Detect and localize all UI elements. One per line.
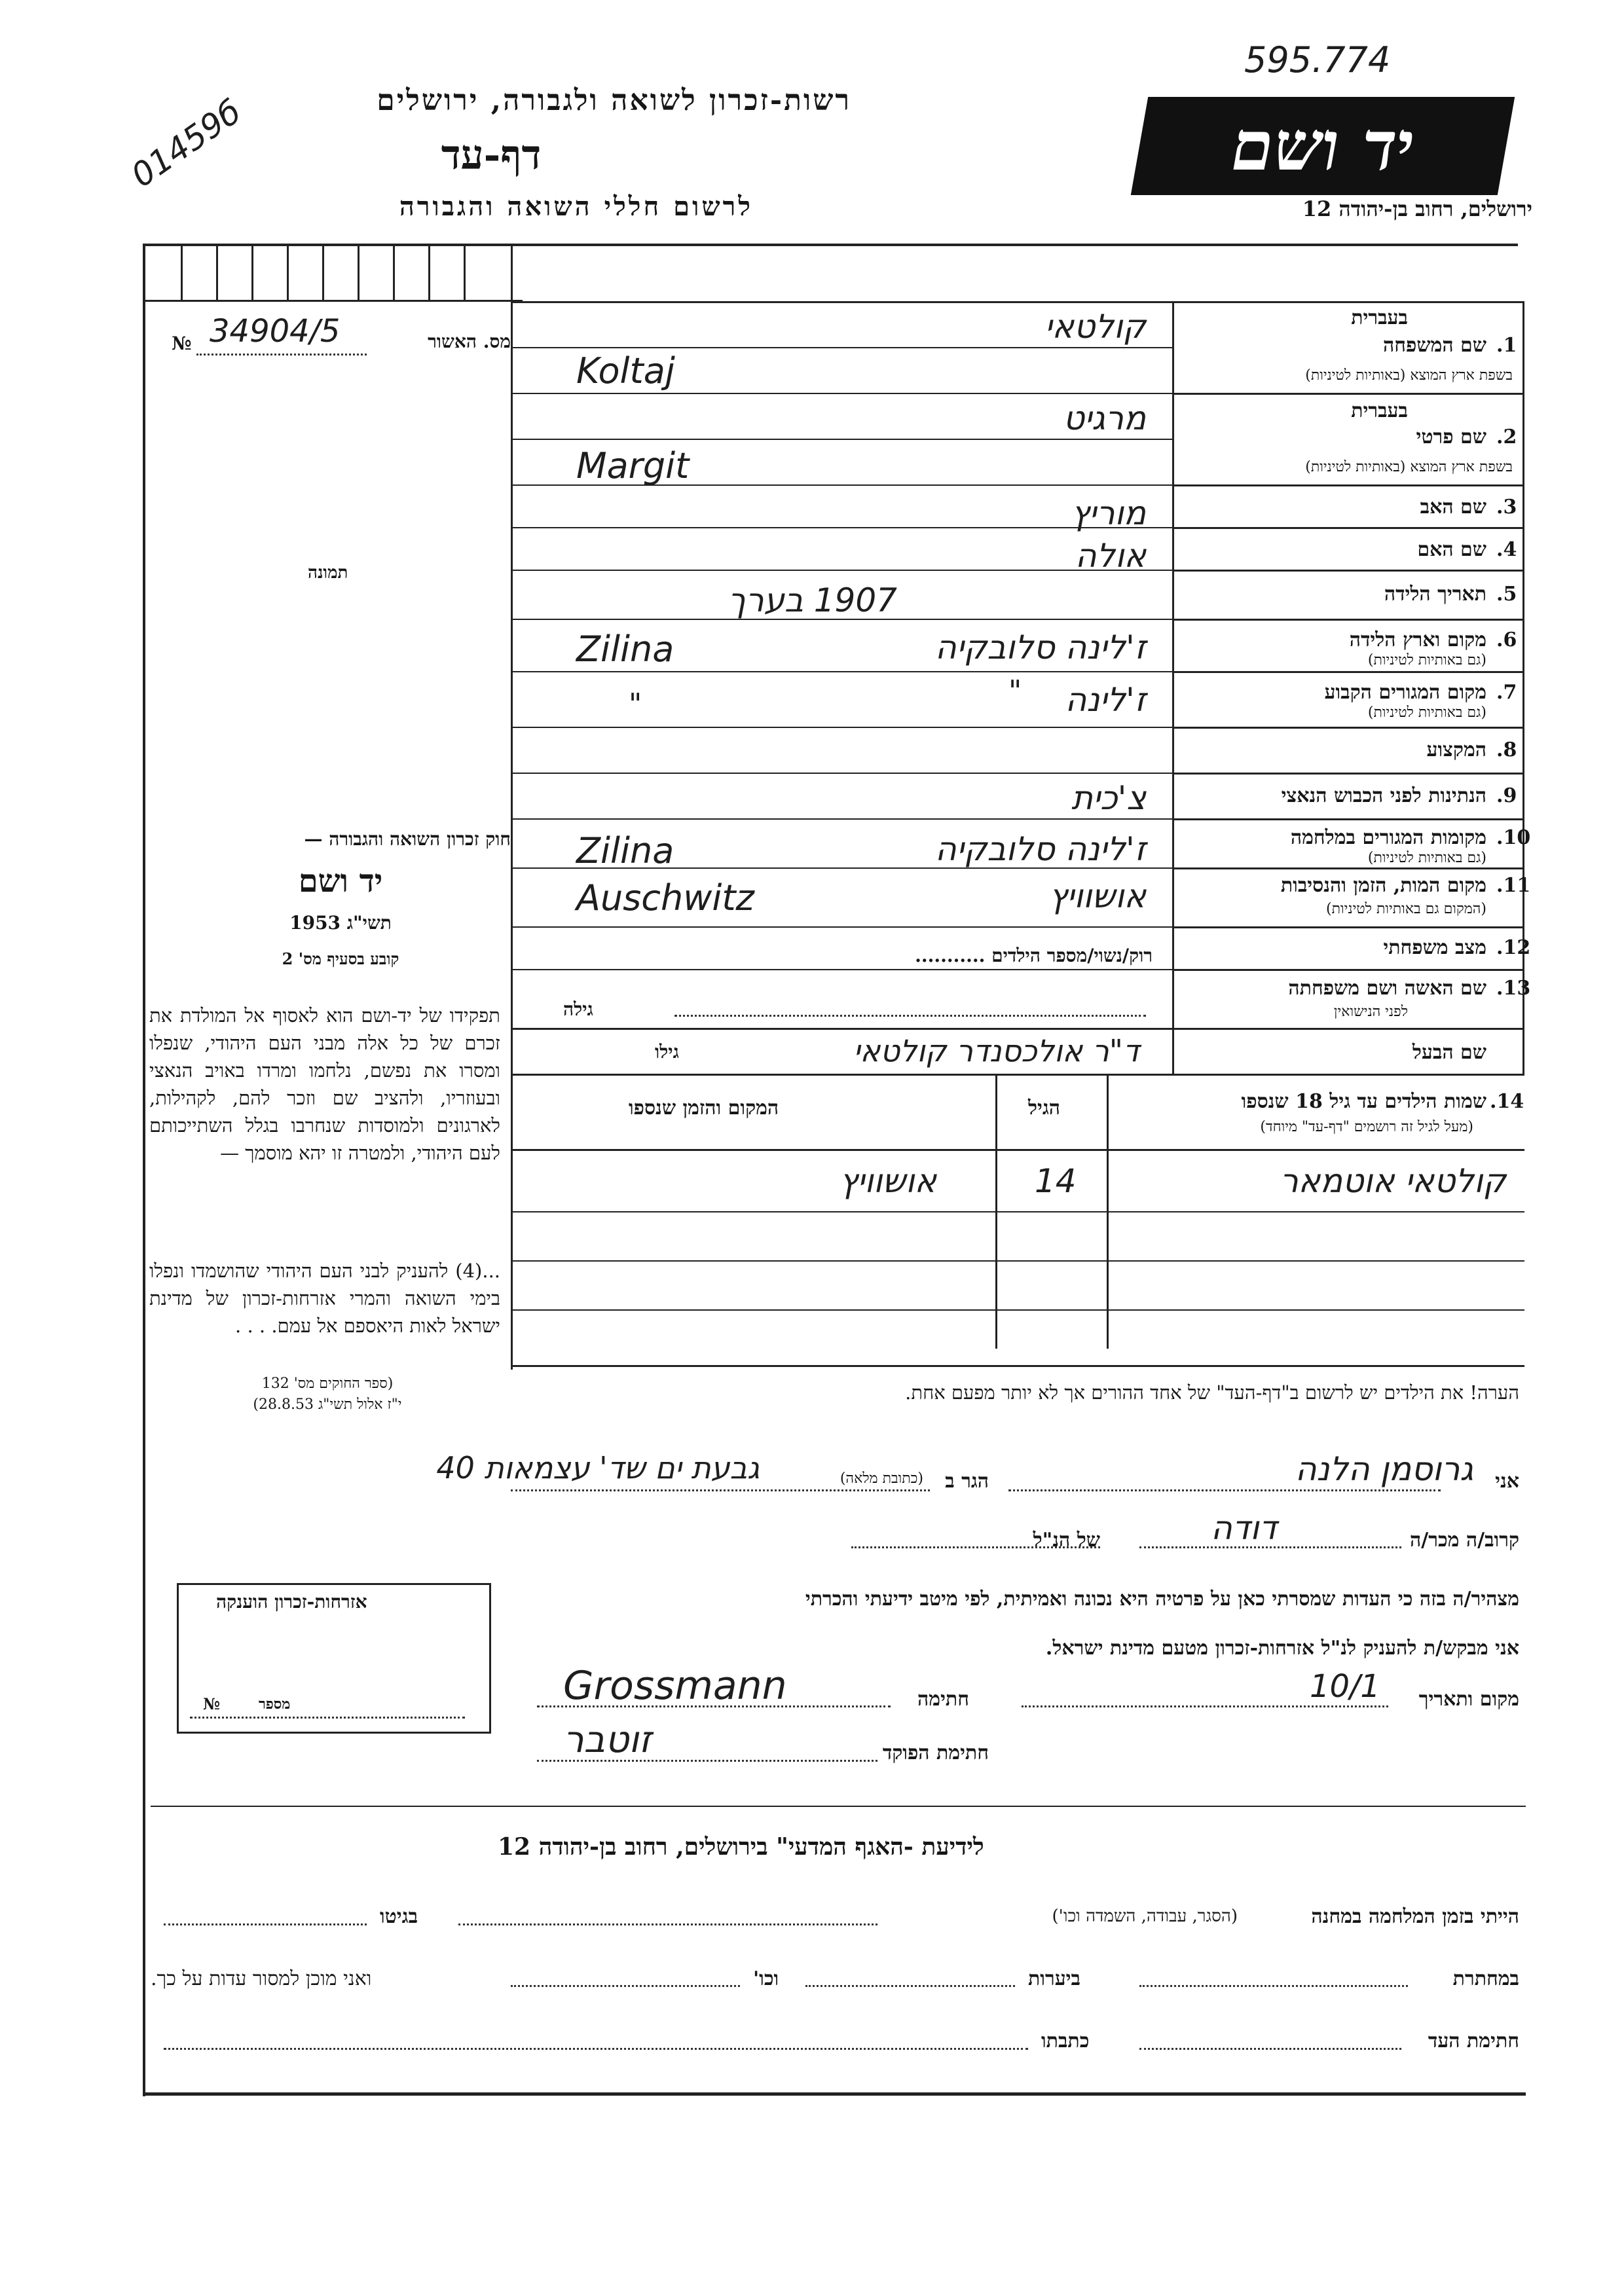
father-name[interactable]: מוריץ (1071, 494, 1146, 532)
field-1-label: שם המשפחה (1382, 334, 1486, 357)
stamp-number: 595.774 (1244, 39, 1391, 81)
field-10-number: 10. (1496, 826, 1531, 849)
wartime-residence[interactable]: ז'לינה סלובקיה (935, 830, 1146, 868)
signature[interactable]: Grossmann (563, 1663, 787, 1709)
signature-label: חתימה (917, 1688, 969, 1711)
law-name: יד ושם (298, 863, 383, 900)
law-source-date: י"ז אלול תשי"ג 28.8.53) (253, 1396, 402, 1413)
husband-label: שם הבעל (1412, 1041, 1486, 1064)
law-text: תפקידו של יד-ושם הוא לאסוף אל המולדת את זכרם של כל אלה מבני העם היהודי, שנפלו ומסרו את נפשם, נלחמו ומרדו באויב הנאצי ובעוזריו, ולהציב שם וזכר להם, לקהילות, לארגונים ולמוסדות שנחרבו בגלל השתייכותם לעם היהודי, ולמטרה זו יהא מוסמך — (149, 1004, 500, 1164)
field-9-number: 9. (1496, 784, 1517, 807)
field-2-number: 2. (1496, 426, 1517, 448)
field-2-sub: בשפת ארץ המוצא (באותיות לטיניות) (1305, 459, 1513, 475)
law-year-heb: תשי"ג (346, 912, 392, 934)
field-14-number: 14. (1490, 1090, 1524, 1113)
photo-label: תמונה (308, 563, 348, 583)
place-date[interactable]: 10/1 (1310, 1668, 1380, 1705)
field-12-label: מצב משפחתי (1383, 936, 1486, 959)
place-of-death[interactable]: אושוויץ (1049, 877, 1146, 915)
resides-label: הגר ב (945, 1470, 989, 1493)
footer-line2-d: ואני מוכן למסור עדות על כך. (151, 1967, 372, 1990)
field-3-number: 3. (1496, 496, 1517, 519)
child-name[interactable]: קולטאי אוטמאר (1280, 1162, 1506, 1200)
field-9-label: הנתינות לפני הכבוש הנאצי (1281, 784, 1486, 807)
request: אני מבקש/ת להעניק לנ"ל אזרחות-זכרון מטעם מדינת ישראל. (1045, 1637, 1519, 1660)
field-7-label: מקום המגורים הקבוע (1324, 681, 1486, 704)
children-label: שמות הילדים עד גיל 18 שנספו (1241, 1090, 1486, 1113)
approval-value[interactable]: 34904/5 (210, 313, 341, 350)
law-title: חוק זכרון השואה והגבורה — (304, 828, 511, 850)
wartime-residence-latin[interactable]: Zilina (576, 830, 674, 871)
field-2-label: שם פרטי (1416, 426, 1486, 448)
law-year-number: 1953 (289, 912, 341, 934)
footer-line1-b: בגיטו (380, 1905, 418, 1928)
label-column-divider (1172, 301, 1174, 1074)
field-7-number: 7. (1496, 681, 1517, 704)
certificate-title: אזרחות-זכרון הוענקה (216, 1591, 367, 1613)
field-6-number: 6. (1496, 629, 1517, 651)
family-name-latin[interactable]: Koltaj (576, 350, 675, 392)
declarant-address[interactable]: גבעת ים שד' עצמאות 40 (436, 1450, 760, 1485)
approval-symbol: № (172, 333, 192, 354)
field-5-number: 5. (1496, 583, 1517, 606)
field-1-number: 1. (1496, 334, 1517, 357)
husband-name[interactable]: ד"ר אולכסנדר קולטאי (853, 1033, 1139, 1068)
address: ירושלים, רחוב בן-יהודה 12 (1302, 196, 1532, 221)
first-name-hebrew[interactable]: מרגיט (1063, 399, 1146, 437)
top-title: רשות-זכרון לשואה ולגבורה, ירושלים (377, 84, 851, 117)
field-7-sub: (גם באותיות לטיניות) (1367, 704, 1486, 721)
wife-age-label: גילה (563, 998, 593, 1020)
relation-label: קרוב/ה מכר/ה (1410, 1529, 1519, 1552)
footer-line3-a: חתימת העד (1428, 2030, 1519, 2052)
mother-name[interactable]: אולה (1075, 537, 1146, 575)
left-panel-divider (511, 244, 513, 1370)
logo-text: יד ושם (1224, 105, 1422, 186)
side-number: 01459б (124, 92, 248, 195)
birthplace[interactable]: ז'לינה סלובקיה (935, 629, 1146, 666)
field-2-tag: בעברית (1351, 399, 1408, 422)
marital-status[interactable]: רוק/נשוי/מספר הילדים ........... (915, 945, 1153, 966)
field-11-label: מקום המות, הזמן והנסיבות (1280, 874, 1486, 897)
officer-signature[interactable]: זוטבר (563, 1719, 652, 1761)
field-3-label: שם האב (1420, 496, 1486, 519)
field-11-number: 11. (1496, 874, 1531, 897)
field-13-number: 13. (1496, 977, 1531, 1000)
certificate-number-label: מספר (259, 1696, 291, 1713)
of-label: של הנ"ל (1033, 1529, 1100, 1552)
field-4-label: שם האם (1417, 538, 1486, 561)
residence-ditto: " (1008, 674, 1022, 708)
birthplace-latin[interactable]: Zilina (576, 629, 674, 670)
law-text-clause: ...(4) להעניק לבני העם היהודי שהושמדו ונפלו בימי השואה והמרי אזרחות-זכרון של מדינת ישראל לאות היאספם אל עמם. . . . (149, 1260, 500, 1337)
field-13-label: שם האשה ושם משפחתה (1288, 977, 1486, 1000)
field-12-number: 12. (1496, 936, 1531, 959)
children-col-age: הגיל (1028, 1097, 1061, 1120)
certificate-number-symbol: № (203, 1694, 221, 1713)
law-source: (ספר החוקים מס' 132 (261, 1376, 394, 1392)
page-title: דף-עד (441, 131, 542, 179)
relation[interactable]: דודה (1211, 1509, 1277, 1547)
children-col-place: המקום והזמן שנספו (629, 1097, 779, 1120)
field-6-label: מקום וארץ הלידה (1349, 629, 1486, 651)
field-10-label: מקומות המגורים במלחמה (1290, 826, 1486, 849)
note: הערה! את הילדים יש לרשום ב"דף-העד" של אחד ההורים אך לא יותר מפעם אחת. (905, 1381, 1519, 1404)
approval-label: מס. האשור (428, 331, 511, 352)
field-8-number: 8. (1496, 738, 1517, 761)
law-clause: קובע בסעיף מס' 2 (282, 949, 399, 968)
field-13-sub: לפני הנישואין (1333, 1004, 1408, 1020)
logo (1131, 97, 1515, 195)
place-date-label: מקום ותאריך (1418, 1688, 1519, 1711)
field-4-number: 4. (1496, 538, 1517, 561)
field-5-label: תאריך הלידה (1384, 583, 1486, 606)
footer-line1-a: הייתי בזמן המלחמה במחנה (1311, 1905, 1519, 1928)
officer-label: חתימת הפוקד (882, 1741, 989, 1764)
footer-line2-a: במחתרת (1452, 1967, 1519, 1990)
declarant-name[interactable]: גרוסמן הלנה (1295, 1450, 1473, 1488)
field-10-sub: (גם באותיות לטיניות) (1367, 850, 1486, 866)
declaration: מצהיר/ה בזה כי העדות שמסרתי כאן על פרטיה היא נכונה ואמיתית, לפי מיטב ידיעתי והכרתי (805, 1588, 1519, 1611)
birth-date[interactable]: 1907 בערך (728, 581, 897, 619)
field-6-sub: (גם באותיות לטיניות) (1367, 652, 1486, 668)
footer-line2-c: וכו' (753, 1967, 779, 1990)
field-8-label: המקצוע (1426, 738, 1486, 761)
field-1-tag: בעברית (1351, 306, 1408, 329)
subtitle: לרשום חללי השואה והגבורה (399, 191, 753, 222)
declarant-prefix: אני (1495, 1470, 1519, 1493)
footer-title: לידיעת -האגף המדעי" בירושלים, רחוב בן-יהודה 12 (498, 1833, 984, 1861)
field-11-sub: (המקום גם באותיות לטיניות) (1326, 901, 1486, 917)
child-age[interactable]: 14 (1035, 1162, 1077, 1200)
nationality[interactable]: צ'כית (1071, 779, 1146, 817)
family-name-hebrew[interactable]: קולטאי (1044, 308, 1146, 346)
residence-ditto-2: " (629, 687, 642, 721)
footer-line1-hint: (הסגר, עבודה, השמדה וכו') (1052, 1906, 1238, 1926)
children-sub: (מעל לגיל זה רושמים "דף-עד" מיוחד) (1260, 1119, 1473, 1135)
law-year (236, 912, 445, 934)
place-of-death-latin[interactable]: Auschwitz (576, 877, 754, 919)
address-hint: (כתובת מלאה) (840, 1470, 923, 1487)
footer-line3-b: כתבתו (1041, 2030, 1090, 2052)
residence[interactable]: ז'לינה (1065, 681, 1146, 719)
frame-bottom (143, 2092, 1526, 2096)
field-1-sub: בשפת ארץ המוצא (באותיות לטיניות) (1305, 367, 1513, 384)
first-name-latin[interactable]: Margit (576, 445, 690, 486)
child-place[interactable]: אושוויץ (840, 1162, 936, 1200)
husband-age-label: גילו (655, 1041, 679, 1063)
footer-line2-b: ביערות (1028, 1967, 1081, 1990)
